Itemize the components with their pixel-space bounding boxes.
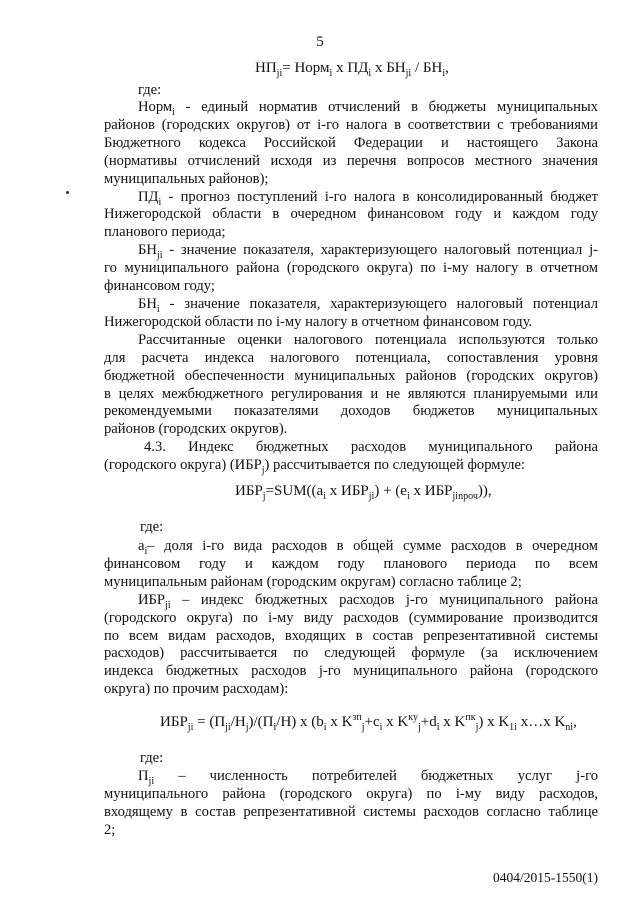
where-label: где: — [138, 82, 162, 98]
text-line: округа) по прочим расходам): — [104, 681, 289, 698]
definitions-block-3 — [104, 768, 598, 840]
text-line: го муниципального района (городского округа) по i-му налогу в отчетном — [104, 260, 598, 277]
formula-expense-index-by-type: $ИБР_{ji} = (П_{ji}/Н_j)/(П_i/Н)$ x ($b_i$ x $K^{зп}_j+c_i$ x $K^{ку}_j+d_i$ x $K^{пк}_j$) x $K_{1i}$ x…x $K_{ni}$, — [160, 712, 577, 733]
stray-mark — [66, 191, 69, 194]
text-line: $a_i-$ доля i-го вида расходов в общей сумме расходов в очередном — [138, 538, 598, 557]
text-line: (нормативы отчислений исходя из перечня вопросов местного значения — [104, 152, 598, 169]
text-line: рекомендуемыми показателями доходов бюджетов муниципальных — [104, 403, 598, 420]
text-line: муниципальным районам (городским округам) согласно таблице 2; — [104, 573, 522, 590]
where-label: где: — [140, 750, 164, 766]
text-line: по всем видам расходов, входящих в состав репрезентативной системы — [104, 627, 598, 644]
text-line: в целях межбюджетного регулирования и не являются планируемыми или — [104, 385, 598, 402]
text-line: $ИБР_{ji}$ – индекс бюджетных расходов j-го муниципального района — [138, 591, 598, 611]
text-line: (городского округа) $(ИБР_j)$ рассчитывается по следующей формуле: — [104, 457, 525, 477]
text-line: 4.3. Индекс бюджетных расходов муниципального района — [144, 439, 598, 456]
where-label: где: — [140, 519, 164, 535]
text-line: муниципальных районов); — [104, 170, 269, 187]
document-code: 0404/2015-1550(1) — [493, 870, 598, 885]
text-line: финансовом году; — [104, 278, 215, 295]
text-line: входящему в состав репрезентативной системы расходов согласно таблице — [104, 803, 598, 820]
formula-tax-potential: $НП_{ji}=$ Норм$_i$ x $ПД_i$ x $БН_{ji} / БН_i$, — [255, 60, 449, 79]
text-line: (городского округа) по i-му виду расходов (суммирование производится — [104, 609, 598, 626]
definitions-block-2 — [104, 538, 598, 699]
text-line: муниципального района (городского округа) по i-му виду расходов, — [104, 785, 598, 802]
text-line: районов (городских округов) от i-го налога в соответствии с требованиями — [104, 116, 598, 133]
text-line: для расчета индекса налогового потенциала, сопоставления уровня — [104, 349, 598, 366]
text-line: финансовом году и каждом году планового периода по всем — [104, 555, 598, 572]
text-line: $БН_i$ - значение показателя, характеризующего налоговый потенциал — [138, 295, 598, 315]
text-line: 2; — [104, 821, 116, 838]
formula-budget-expense-index: $ИБР_j=SUM((a_i$ x $ИБР_{ji}) + (e_i$ x $ИБР_{jinроч}$)), — [235, 483, 492, 502]
page-number: 5 — [316, 34, 324, 50]
text-line: индекса бюджетных расходов j-го муниципального района (городского — [104, 663, 598, 680]
text-line: Бюджетного кодекса Российской Федерации и настоящего Закона — [104, 134, 598, 151]
definitions-block-1 — [104, 99, 598, 475]
text-line: Нижегородской области в очередном финансовом году и каждом году — [104, 206, 598, 223]
text-line: Нижегородской области по i-му налогу в отчетном финансовом году. — [104, 313, 533, 330]
text-line: районов (городских округов). — [104, 421, 288, 438]
text-line: Рассчитанные оценки налогового потенциала используются только — [138, 331, 598, 348]
text-line: $ПД_i$ - прогноз поступлений i-го налога в консолидированный бюджет — [138, 188, 598, 208]
text-line: планового периода; — [104, 224, 226, 241]
text-line: расходов) рассчитывается по следующей формуле (за исключением — [104, 645, 598, 662]
text-line: бюджетной обеспеченности муниципальных районов (городских округов) — [104, 367, 598, 384]
text-line: $БН_{ji}$ - значение показателя, характеризующего налоговый потенциал j- — [138, 242, 598, 262]
text-line: $П_{ji}$ – численность потребителей бюджетных услуг j-го — [138, 768, 598, 787]
text-line: Норм$_i$ - единый норматив отчислений в бюджеты муниципальных — [138, 99, 598, 118]
